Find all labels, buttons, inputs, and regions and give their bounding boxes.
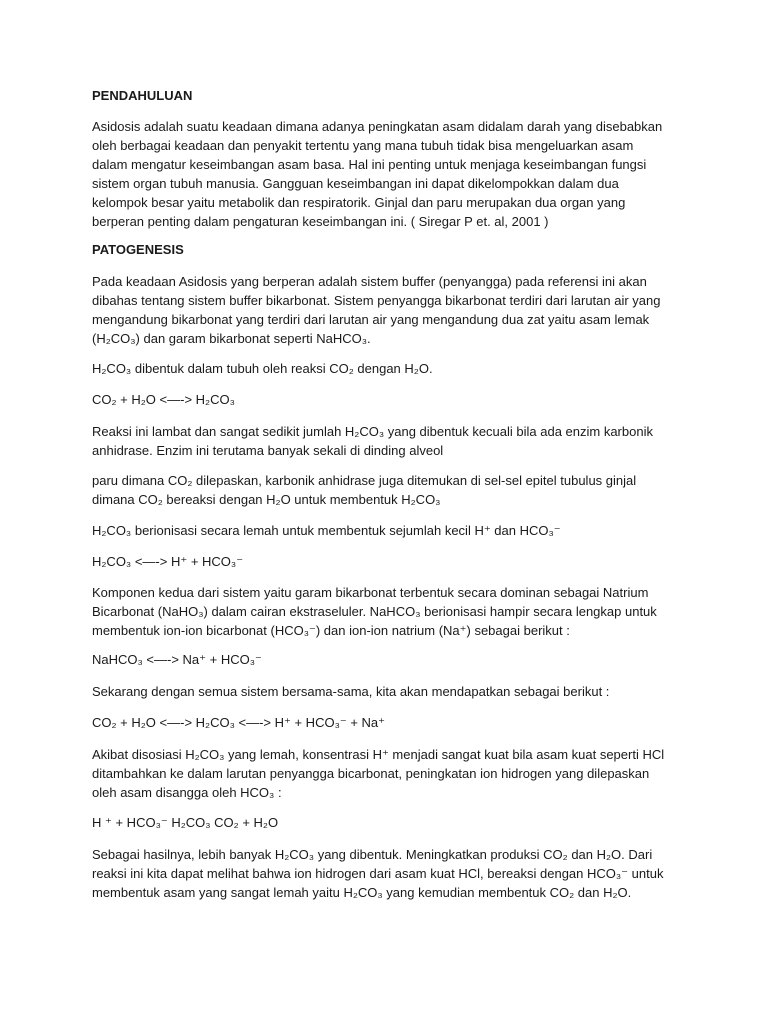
heading-patogenesis — [92, 240, 184, 259]
text-line: dalam mengatur keseimbangan asam basa. Hal ini penting untuk menjaga keseimbangan fungsi — [92, 157, 647, 172]
heading-text: PATOGENESIS — [92, 242, 184, 257]
text-line: H₂CO₃ <—-> H⁺ + HCO₃⁻ — [92, 554, 244, 569]
paragraph — [92, 521, 561, 540]
text-line: membentuk asam yang sangat lemah yaitu H₂CO₃ yang kemudian membentuk CO₂ dan H₂O. — [92, 885, 632, 900]
paragraph — [92, 359, 433, 378]
text-line: kelompok besar yaitu metabolik dan respiratorik. Ginjal dan paru merupakan dua organ yang — [92, 195, 626, 210]
paragraph — [92, 745, 664, 802]
text-line: berperan penting dalam pengaturan keseimbangan ini. ( Siregar P et. al, 2001 ) — [92, 214, 549, 229]
text-line: CO₂ + H₂O <—-> H₂CO₃ <—-> H⁺ + HCO₃⁻ + Na⁺ — [92, 715, 386, 730]
text-line: dimana CO₂ bereaksi dengan H₂O untuk membentuk H₂CO₃ — [92, 492, 441, 507]
text-line: Sebagai hasilnya, lebih banyak H₂CO₃ yang dibentuk. Meningkatkan produksi CO₂ dan H₂O. Dari — [92, 847, 653, 862]
text-line: anhidrase. Enzim ini terutama banyak sekali di dinding alveol — [92, 443, 444, 458]
paragraph — [92, 682, 609, 701]
text-line: Reaksi ini lambat dan sangat sedikit jumlah H₂CO₃ yang dibentuk kecuali bila ada enzim karbonik — [92, 424, 653, 439]
paragraph — [92, 471, 636, 509]
text-line: dibahas tentang sistem buffer bikarbonat. Sistem penyangga bikarbonat terdiri dari larutan air yang — [92, 293, 661, 308]
text-line: H₂CO₃ berionisasi secara lemah untuk membentuk sejumlah kecil H⁺ dan HCO₃⁻ — [92, 523, 561, 538]
text-line: oleh asam disangga oleh HCO₃ : — [92, 785, 282, 800]
text-line: Akibat disosiasi H₂CO₃ yang lemah, konsentrasi H⁺ menjadi sangat kuat bila asam kuat seperti HCl — [92, 747, 665, 762]
text-line: CO₂ + H₂O <—-> H₂CO₃ — [92, 392, 235, 407]
text-line: sistem organ tubuh manusia. Gangguan keseimbangan ini dapat dikelompokkan dalam dua — [92, 176, 619, 191]
text-line: membentuk ion-ion bicarbonat (HCO₃⁻) dan ion-ion natrium (Na⁺) sebagai berikut : — [92, 623, 570, 638]
paragraph — [92, 583, 657, 640]
equation — [92, 813, 278, 832]
paragraph — [92, 422, 653, 460]
text-line: Sekarang dengan semua sistem bersama-sama, kita akan mendapatkan sebagai berikut : — [92, 684, 610, 699]
heading-pendahuluan — [92, 86, 192, 105]
equation — [92, 552, 243, 571]
equation — [92, 713, 385, 732]
text-line: NaHCO₃ <—-> Na⁺ + HCO₃⁻ — [92, 652, 262, 667]
text-line: Asidosis adalah suatu keadaan dimana adanya peningkatan asam didalam darah yang disebabkan — [92, 119, 663, 134]
equation — [92, 650, 262, 669]
text-line: reaksi ini kita dapat melihat bahwa ion hidrogen dari asam kuat HCl, bereaksi dengan HCO₃⁻ untuk — [92, 866, 664, 881]
heading-text: PENDAHULUAN — [92, 88, 193, 103]
text-line: (H₂CO₃) dan garam bikarbonat seperti NaHCO₃. — [92, 331, 371, 346]
text-line: H ⁺ + HCO₃⁻ H₂CO₃ CO₂ + H₂O — [92, 815, 279, 830]
text-line: Bicarbonat (NaHO₃) dalam cairan ekstraseluler. NaHCO₃ berionisasi hampir secara lengkap untuk — [92, 604, 657, 619]
paragraph — [92, 272, 661, 348]
text-line: Pada keadaan Asidosis yang berperan adalah sistem buffer (penyangga) pada referensi ini akan — [92, 274, 647, 289]
text-line: ditambahkan ke dalam larutan penyangga bicarbonat, peningkatan ion hidrogen yang dilepaskan — [92, 766, 650, 781]
text-line: mengandung bikarbonat yang terdiri dari larutan air yang mengandung dua zat yaitu asam lemak — [92, 312, 650, 327]
equation — [92, 390, 235, 409]
text-line: H₂CO₃ dibentuk dalam tubuh oleh reaksi CO₂ dengan H₂O. — [92, 361, 433, 376]
text-line: oleh berbagai keadaan dan penyakit tertentu yang mana tubuh tidak bisa mengeluarkan asam — [92, 138, 634, 153]
text-line: paru dimana CO₂ dilepaskan, karbonik anhidrase juga ditemukan di sel-sel epitel tubulus ginjal — [92, 473, 637, 488]
paragraph — [92, 845, 663, 902]
paragraph — [92, 117, 662, 231]
text-line: Komponen kedua dari sistem yaitu garam bikarbonat terbentuk secara dominan sebagai Natrium — [92, 585, 649, 600]
